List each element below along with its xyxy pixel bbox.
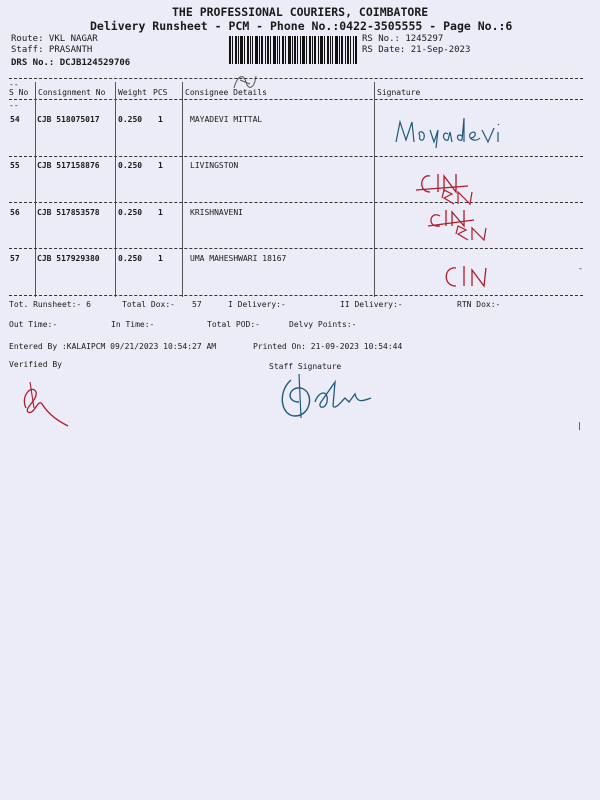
dash-mark: -- [9,80,19,89]
edge-mark: | [577,421,582,430]
row-consignment: CJB 518075017 [37,115,100,124]
drs-number: DRS No.: DCJB124529706 [11,58,131,68]
row-pcs: 1 [158,208,163,217]
row-weight: 0.250 [118,161,143,170]
row-mark: - [578,264,583,273]
printed-on: Printed On: 21-09-2023 10:54:44 [253,342,403,351]
row-consignment: CJB 517158876 [37,161,100,170]
row-sno: 56 [10,208,20,217]
col-line [115,82,116,297]
col-line [35,82,36,297]
rs-date: RS Date: 21-Sep-2023 [362,45,471,55]
out-time: Out Time:- [9,320,58,329]
rs-number: RS No.: 1245297 [362,34,444,44]
in-time: In Time:- [111,320,155,329]
verified-by-label: Verified By [9,360,62,369]
row-pcs: 1 [158,254,163,263]
row-consignee: KRISHNAVENI [190,208,243,217]
total-pod: Total POD:- [207,320,260,329]
row-consignee: UMA MAHESHWARI 18167 [190,254,287,263]
col-pcs: PCS [153,88,168,97]
row-weight: 0.250 [118,115,143,124]
row-weight: 0.250 [118,254,143,263]
divider-top [9,78,583,79]
signature-cln [440,262,500,292]
divider-row [9,248,583,249]
row-sno: 57 [10,254,20,263]
row-consignee: LIVINGSTON [190,161,239,170]
i-delivery: I Delivery:- [228,300,286,309]
col-sno: S No [9,88,29,97]
divider-header [9,99,583,100]
staff-label: Staff: PRASANTH [11,45,93,55]
staff-signature [275,372,385,422]
company-name: THE PROFESSIONAL COURIERS, COIMBATORE [172,5,429,19]
col-line [374,82,375,297]
row-weight: 0.250 [118,208,143,217]
row-consignee: MAYADEVI MITTAL [190,115,263,124]
col-consignee: Consignee Details [185,88,267,97]
dash-mark: -- [9,101,19,110]
barcode-image [229,36,357,64]
signature-mayadevi [390,112,510,152]
delvy-points: Delvy Points:- [289,320,357,329]
total-dox-label: Total Dox:- [122,300,175,309]
col-consignment: Consignment No [38,88,106,97]
row-sno: 55 [10,161,20,170]
rtn-dox: RTN Dox:- [457,300,501,309]
tot-runsheet: Tot. Runsheet:- 6 [9,300,91,309]
col-line [182,82,183,297]
verified-signature [16,378,76,430]
route-label: Route: VKL NAGAR [11,34,98,44]
runsheet-subtitle: Delivery Runsheet - PCM - Phone No.:0422-3505555 - Page No.:6 [90,19,513,33]
ii-delivery: II Delivery:- [340,300,403,309]
row-sno: 54 [10,115,20,124]
signature-red-cln-rtn [412,170,502,242]
row-pcs: 1 [158,161,163,170]
total-dox-value: 57 [192,300,202,309]
col-weight: Weight [118,88,147,97]
divider-bottom [9,295,583,296]
row-pcs: 1 [158,115,163,124]
entered-by: Entered By :KALAIPCM 09/21/2023 10:54:27 AM [9,342,217,351]
staff-signature-label: Staff Signature [269,362,342,371]
col-signature: Signature [377,88,421,97]
row-consignment: CJB 517853578 [37,208,100,217]
divider-row [9,156,583,157]
row-consignment: CJB 517929380 [37,254,100,263]
